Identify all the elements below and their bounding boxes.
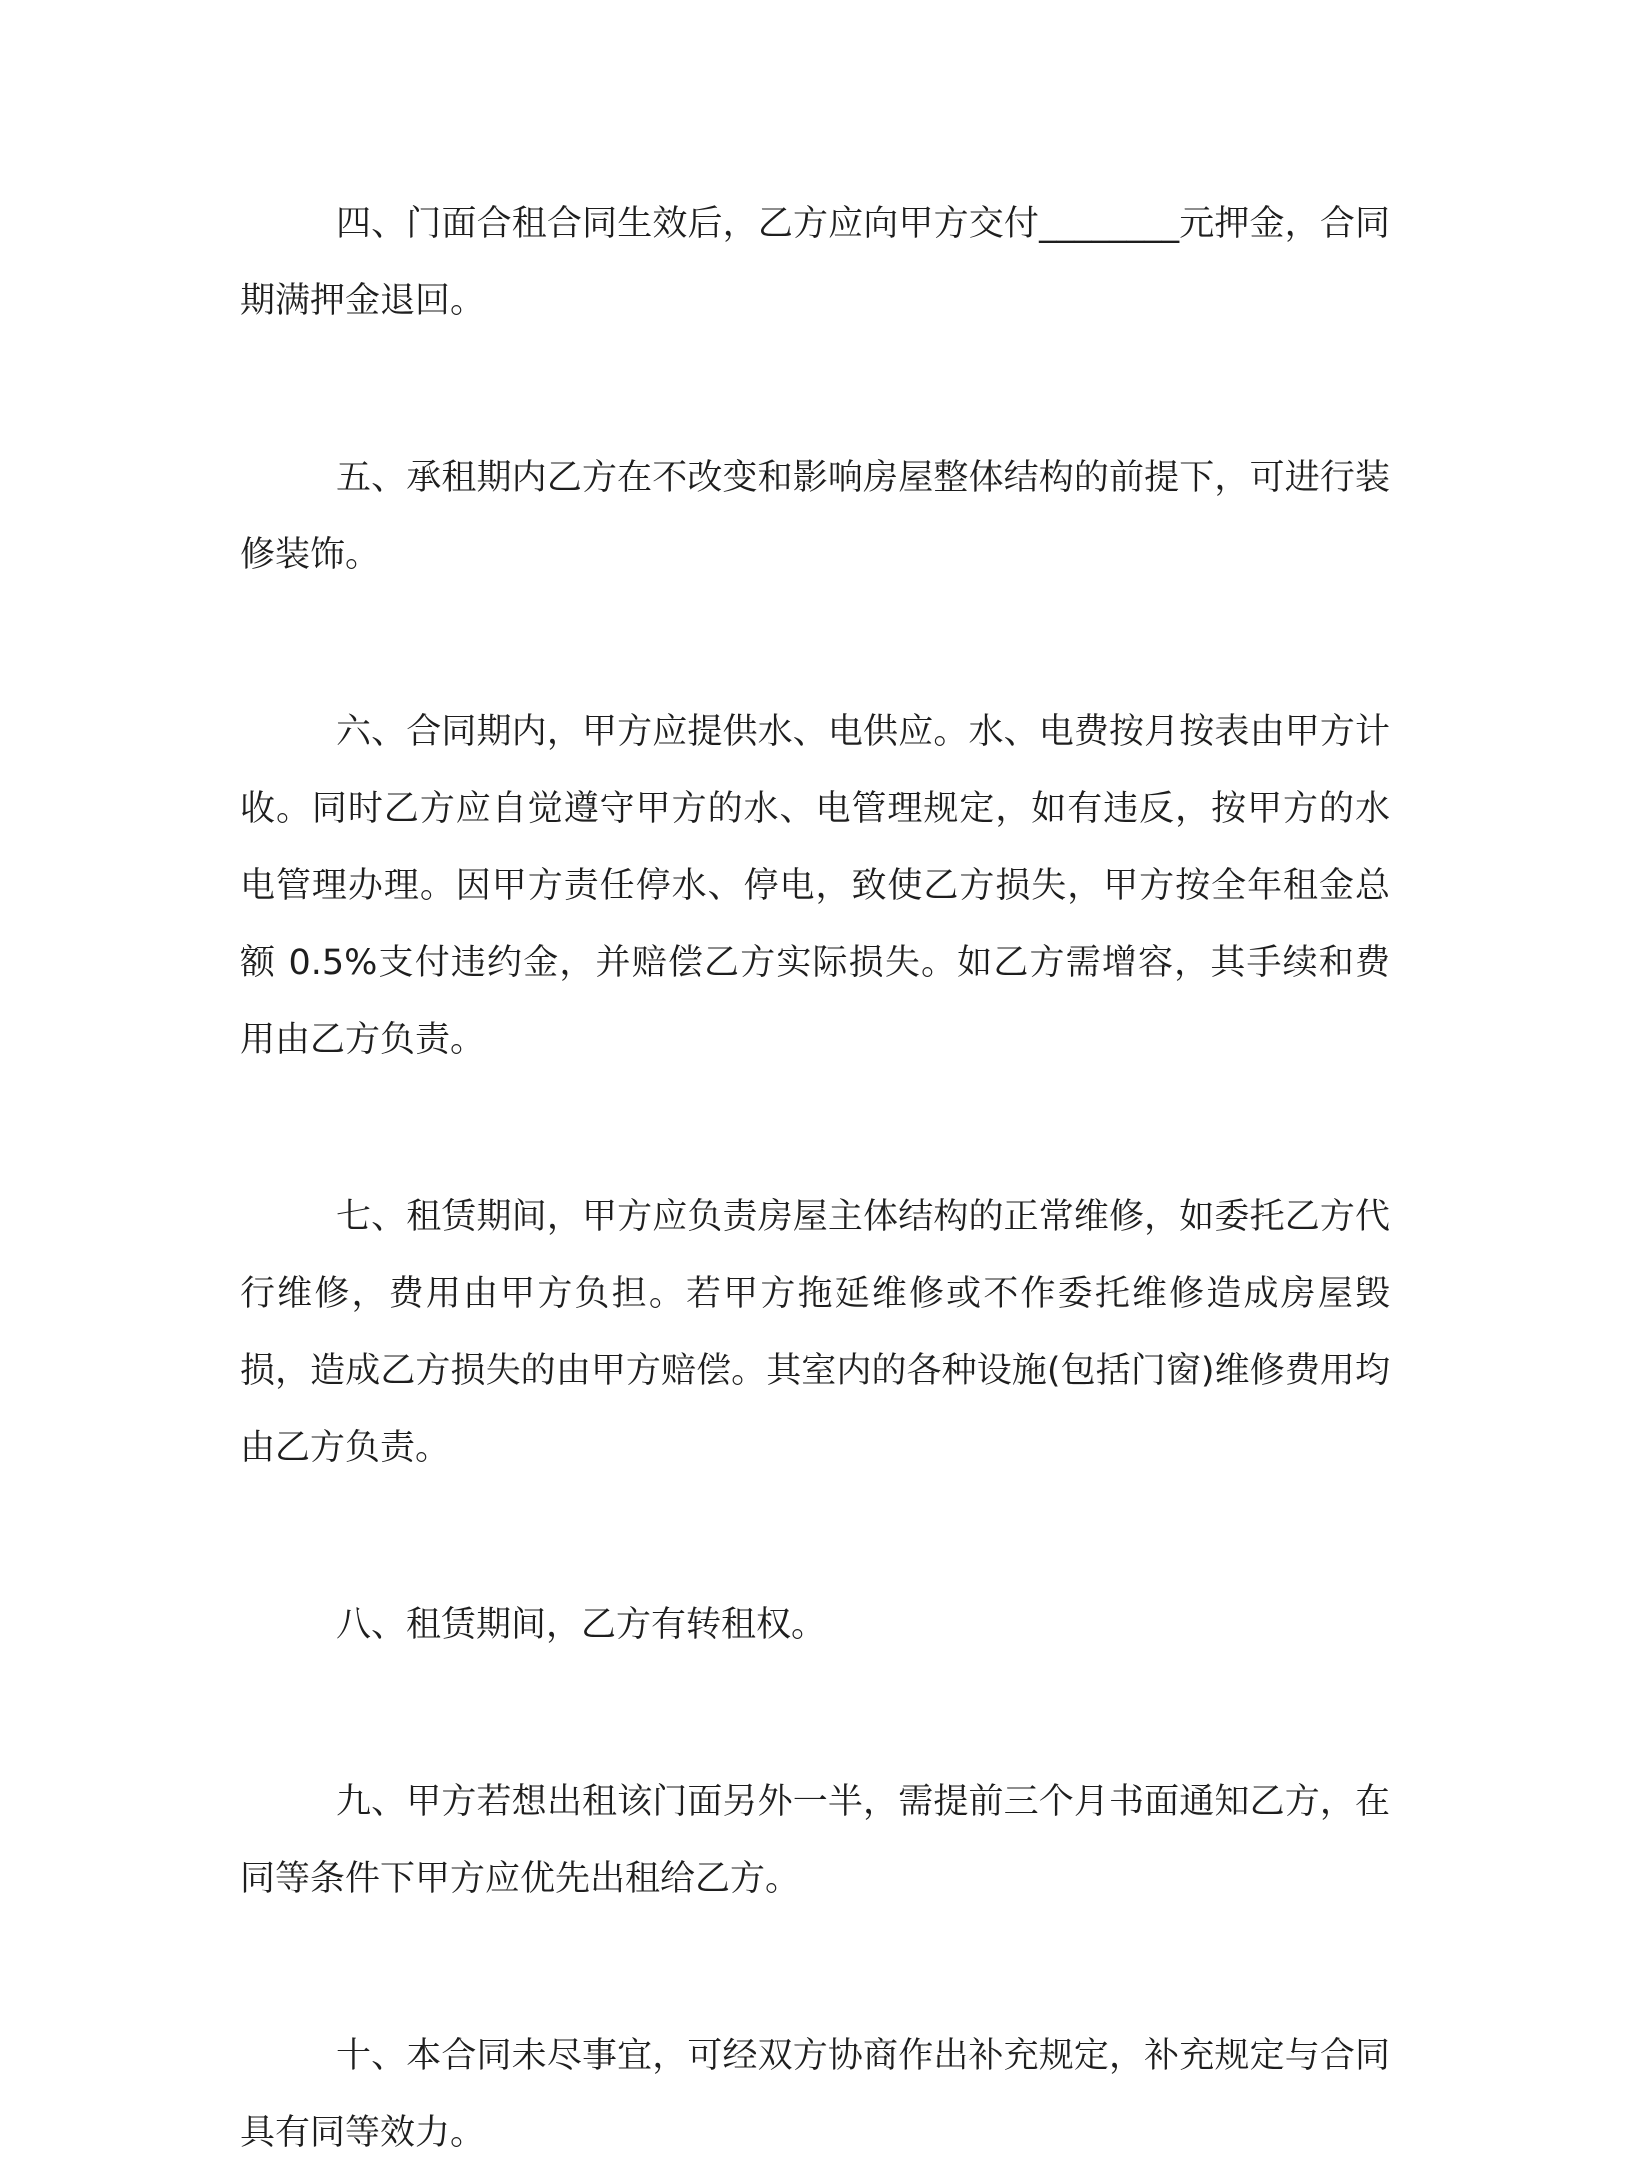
clause-4-deposit: 四、门面合租合同生效后，乙方应向甲方交付________元押金，合同期满押金退回。 <box>240 204 1390 321</box>
clause-6-utilities: 六、合同期内，甲方应提供水、电供应。水、电费按月按表由甲方计收。同时乙方应自觉遵守甲方的水、电管理规定，如有违反，按甲方的水电管理办理。因甲方责任停水、停电，致使乙方损失，甲方按全年租金总额 0.5%支付违约金，并赔偿乙方实际损失。如乙方需增容，其手续和费用由乙方负责。 <box>240 712 1390 1060</box>
clause-5-renovation: 五、承租期内乙方在不改变和影响房屋整体结构的前提下，可进行装修装饰。 <box>240 458 1390 575</box>
clause-8-sublease: 八、租赁期间，乙方有转租权。 <box>336 1605 827 1645</box>
contract-body <box>240 186 1390 2172</box>
clause-7-maintenance: 七、租赁期间，甲方应负责房屋主体结构的正常维修，如委托乙方代行维修，费用由甲方负担。若甲方拖延维修或不作委托维修造成房屋毁损，造成乙方损失的由甲方赔偿。其室内的各种设施(包括门窗)维修费用均由乙方负责。 <box>240 1197 1390 1468</box>
clause-10-supplementary: 十、本合同未尽事宜，可经双方协商作出补充规定，补充规定与合同具有同等效力。 <box>240 2036 1390 2153</box>
clause-9-priority-lease: 九、甲方若想出租该门面另外一半，需提前三个月书面通知乙方，在同等条件下甲方应优先出租给乙方。 <box>240 1782 1390 1899</box>
